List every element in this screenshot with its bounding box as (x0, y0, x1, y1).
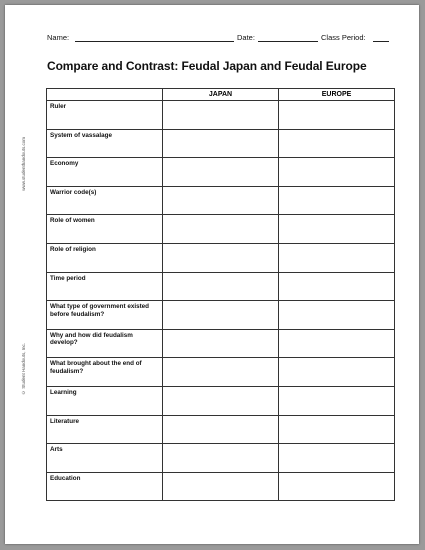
date-label: Date: (237, 33, 255, 42)
table-row (47, 358, 395, 387)
japan-answer-cell[interactable] (163, 158, 279, 187)
table-row (47, 472, 395, 501)
europe-answer-cell[interactable] (279, 386, 395, 415)
europe-answer-cell[interactable] (279, 215, 395, 244)
japan-answer-cell[interactable] (163, 329, 279, 358)
row-label: Arts (47, 444, 163, 473)
japan-answer-cell[interactable] (163, 129, 279, 158)
europe-answer-cell[interactable] (279, 186, 395, 215)
table-row (47, 444, 395, 473)
page-title: Compare and Contrast: Feudal Japan and Feudal Europe (47, 59, 367, 73)
europe-answer-cell[interactable] (279, 444, 395, 473)
row-label: Time period (47, 272, 163, 301)
japan-answer-cell[interactable] (163, 386, 279, 415)
table-row (47, 215, 395, 244)
japan-answer-cell[interactable] (163, 444, 279, 473)
europe-answer-cell[interactable] (279, 415, 395, 444)
table-row (47, 186, 395, 215)
row-label: What brought about the end of feudalism? (47, 358, 163, 387)
column-header-europe: EUROPE (279, 89, 395, 101)
japan-answer-cell[interactable] (163, 215, 279, 244)
copyright-credit: © Student Handouts, Inc. (21, 343, 26, 396)
europe-answer-cell[interactable] (279, 129, 395, 158)
europe-answer-cell[interactable] (279, 101, 395, 130)
table-row (47, 158, 395, 187)
japan-answer-cell[interactable] (163, 415, 279, 444)
row-label: Learning (47, 386, 163, 415)
row-label: Warrior code(s) (47, 186, 163, 215)
student-info-header (47, 33, 395, 45)
europe-answer-cell[interactable] (279, 158, 395, 187)
row-label: Education (47, 472, 163, 501)
row-label: What type of government existed before feudalism? (47, 301, 163, 330)
table-row (47, 386, 395, 415)
column-header-topic (47, 89, 163, 101)
table-row (47, 243, 395, 272)
column-header-japan: JAPAN (163, 89, 279, 101)
class-period-blank-line[interactable] (373, 41, 389, 42)
row-label: System of vassalage (47, 129, 163, 158)
row-label: Why and how did feudalism develop? (47, 329, 163, 358)
row-label: Role of women (47, 215, 163, 244)
table-header-row (47, 89, 395, 101)
table-row (47, 101, 395, 130)
japan-answer-cell[interactable] (163, 101, 279, 130)
table-row (47, 129, 395, 158)
table-row (47, 329, 395, 358)
japan-answer-cell[interactable] (163, 472, 279, 501)
europe-answer-cell[interactable] (279, 329, 395, 358)
japan-answer-cell[interactable] (163, 186, 279, 215)
compare-contrast-table (46, 88, 395, 501)
name-label: Name: (47, 33, 70, 42)
row-label: Role of religion (47, 243, 163, 272)
row-label: Economy (47, 158, 163, 187)
japan-answer-cell[interactable] (163, 358, 279, 387)
website-credit: www.studenthandouts.com (21, 137, 26, 191)
table-row (47, 415, 395, 444)
table-row (47, 272, 395, 301)
class-period-label: Class Period: (321, 33, 366, 42)
europe-answer-cell[interactable] (279, 472, 395, 501)
japan-answer-cell[interactable] (163, 301, 279, 330)
europe-answer-cell[interactable] (279, 358, 395, 387)
japan-answer-cell[interactable] (163, 272, 279, 301)
name-blank-line[interactable] (75, 41, 234, 42)
table-row (47, 301, 395, 330)
europe-answer-cell[interactable] (279, 243, 395, 272)
europe-answer-cell[interactable] (279, 301, 395, 330)
europe-answer-cell[interactable] (279, 272, 395, 301)
worksheet-page (5, 5, 419, 544)
date-blank-line[interactable] (258, 41, 318, 42)
japan-answer-cell[interactable] (163, 243, 279, 272)
row-label: Ruler (47, 101, 163, 130)
row-label: Literature (47, 415, 163, 444)
